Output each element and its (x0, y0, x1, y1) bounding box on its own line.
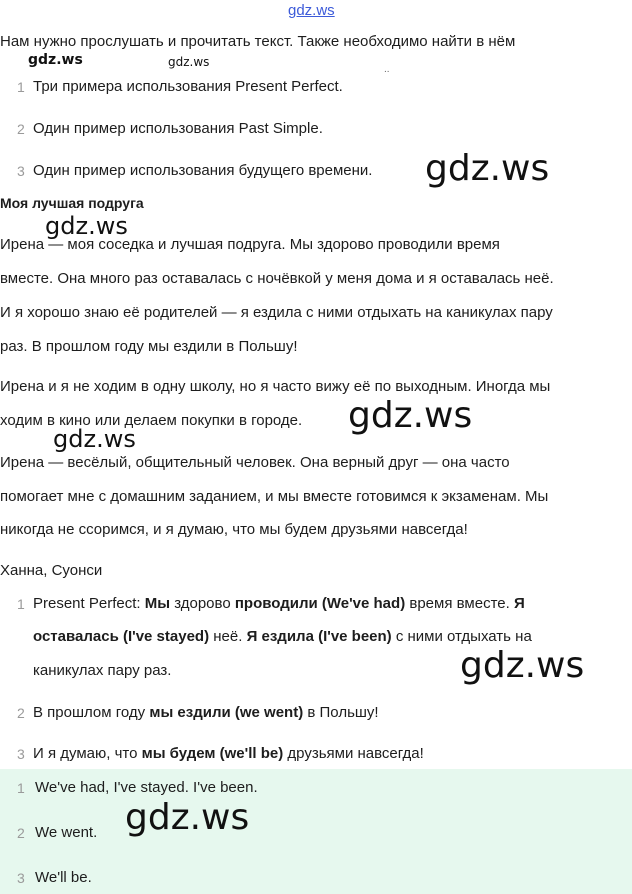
intro-text: Нам нужно прослушать и прочитать текст. Также необходимо найти в нём (0, 33, 516, 50)
stray-dot: .. (384, 64, 390, 75)
analysis-text: друзьями навсегда! (283, 745, 424, 762)
paragraph-line: помогает мне с домашним заданием, и мы вместе готовимся к экзаменам. Мы (0, 488, 549, 505)
watermark: gdz.ws (348, 395, 473, 436)
watermark: gdz.ws (168, 55, 210, 69)
analysis-bold: Я (513, 595, 525, 612)
paragraph-line: Ирена — моя соседка и лучшая подруга. Мы здорово проводили время (0, 236, 500, 253)
answer-item: We went. (35, 824, 98, 841)
analysis-bold: проводили (We've had) (234, 595, 406, 612)
paragraph-line: никогда не ссоримся, и я думаю, что мы будем друзьями навсегда! (0, 521, 468, 538)
analysis-text: в Польшу! (303, 704, 379, 721)
watermark: gdz.ws (460, 645, 585, 686)
text-title: Моя лучшая подруга (0, 195, 144, 211)
list-number: 3 (17, 746, 25, 762)
analysis-text: с ними отдыхать на (391, 628, 532, 645)
analysis-line (33, 704, 379, 723)
list-number: 3 (17, 163, 25, 179)
signature: Ханна, Суонси (0, 562, 103, 579)
watermark: gdz.ws (425, 148, 550, 189)
list-number: 1 (17, 780, 25, 796)
analysis-bold: оставалась (I've stayed) (33, 628, 210, 645)
watermark-top[interactable]: gdz.ws (288, 2, 335, 19)
paragraph-line: И я хорошо знаю её родителей — я ездила с ними отдыхать на каникулах пару (0, 304, 553, 321)
watermark: gdz.ws (125, 797, 250, 838)
list-number: 1 (17, 596, 25, 612)
list-number: 3 (17, 870, 25, 886)
paragraph-line: ходим в кино или делаем покупки в городе. (0, 412, 303, 429)
analysis-text: В прошлом году (33, 704, 150, 721)
analysis-bold: Мы (144, 595, 171, 612)
analysis-line: каникулах пару раз. (33, 662, 172, 679)
analysis-line (33, 595, 525, 614)
list-number: 1 (17, 79, 25, 95)
analysis-bold: Я ездила (I've been) (246, 628, 392, 645)
paragraph-line: раз. В прошлом году мы ездили в Польшу! (0, 338, 298, 355)
watermark: gdz.ws (28, 52, 83, 68)
answer-item: We've had, I've stayed. I've been. (35, 779, 258, 796)
list-item: Один пример использования будущего времени. (33, 162, 373, 179)
list-number: 2 (17, 121, 25, 137)
list-number: 2 (17, 705, 25, 721)
list-item: Три примера использования Present Perfect. (33, 78, 343, 95)
analysis-line (33, 745, 424, 764)
analysis-text: время вместе. (405, 595, 514, 612)
analysis-text: И я думаю, что (33, 745, 142, 762)
watermark: gdz.ws (45, 212, 128, 240)
analysis-text: здорово (170, 595, 235, 612)
answer-item: We'll be. (35, 869, 92, 886)
paragraph-line: Ирена — весёлый, общительный человек. Она верный друг — она часто (0, 454, 510, 471)
analysis-text: неё. (209, 628, 247, 645)
paragraph-line: Ирена и я не ходим в одну школу, но я часто вижу её по выходным. Иногда мы (0, 378, 551, 395)
list-number: 2 (17, 825, 25, 841)
list-item: Один пример использования Past Simple. (33, 120, 323, 137)
paragraph-line: вместе. Она много раз оставалась с ночёвкой у меня дома и я оставалась неё. (0, 270, 554, 287)
analysis-bold: мы будем (we'll be) (141, 745, 284, 762)
analysis-line (33, 628, 532, 647)
analysis-text: Present Perfect: (33, 595, 145, 612)
analysis-bold: мы ездили (we went) (149, 704, 304, 721)
watermark: gdz.ws (53, 425, 136, 453)
